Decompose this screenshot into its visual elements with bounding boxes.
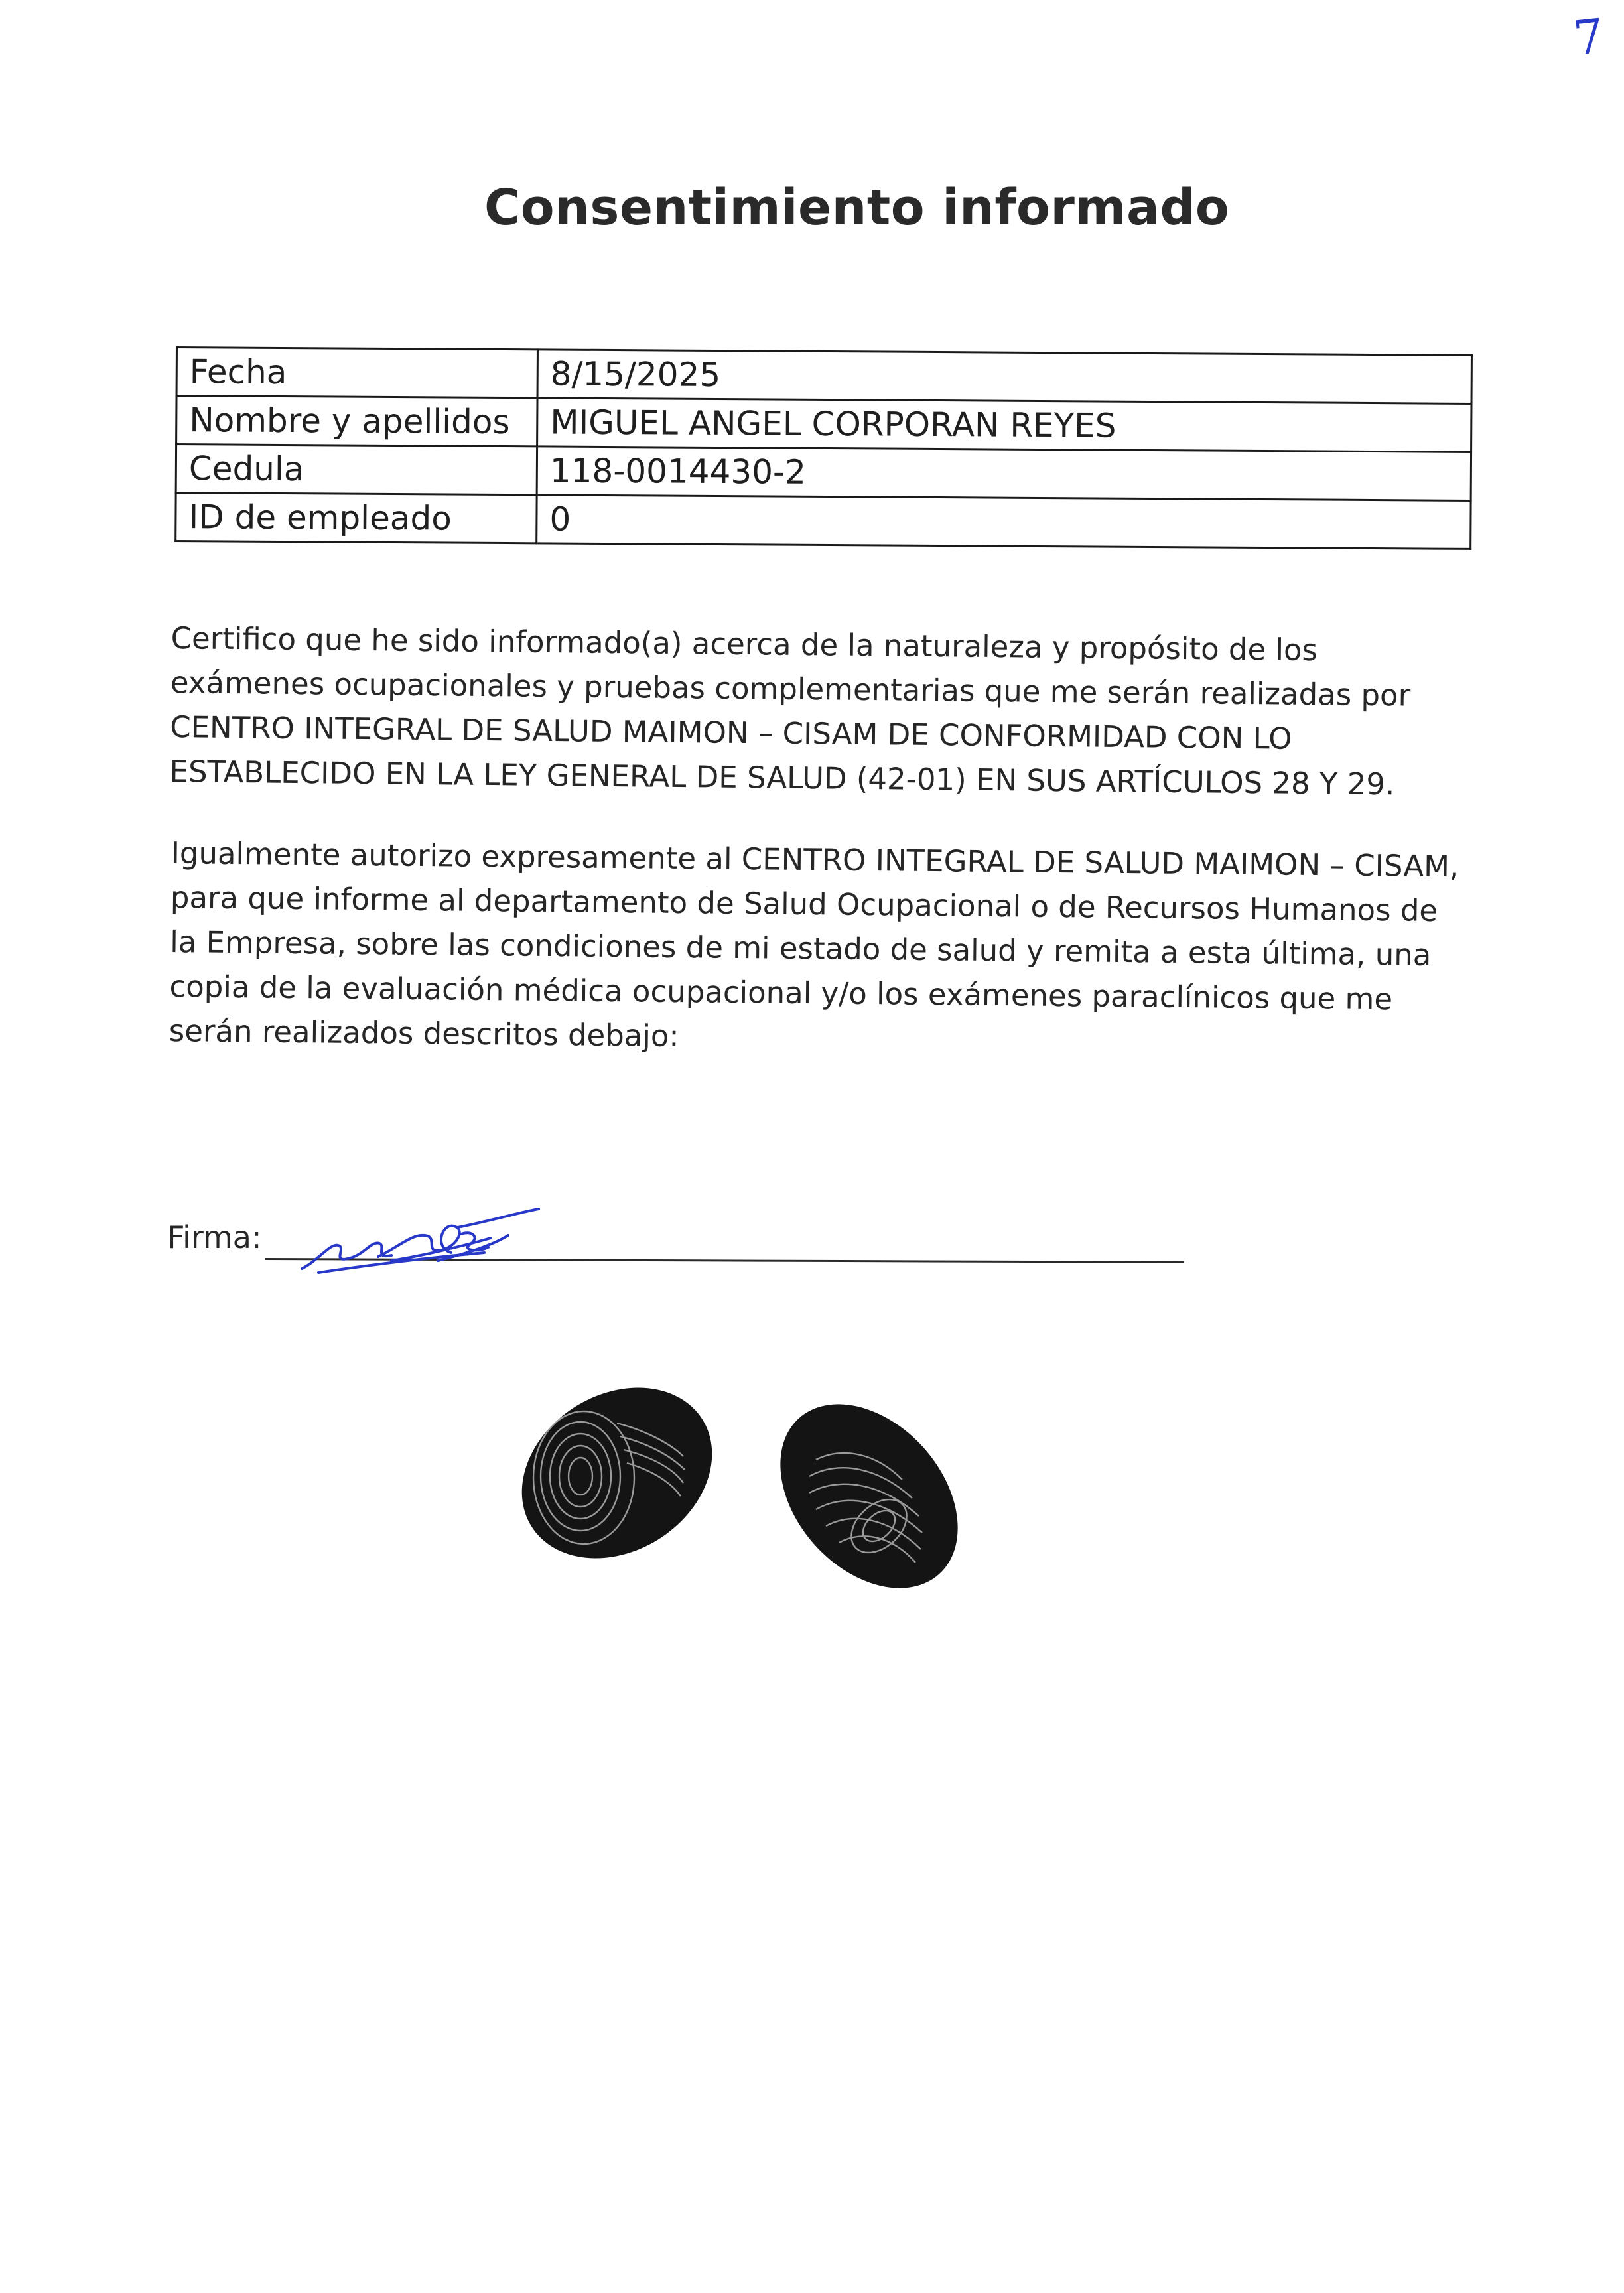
- id-empleado-label: ID de empleado: [176, 493, 537, 543]
- table-row: [176, 445, 1471, 501]
- info-table: [174, 346, 1473, 550]
- table-row: [176, 348, 1471, 404]
- authorization-paragraph: Igualmente autorizo expresamente al CENTRO INTEGRAL DE SALUD MAIMON – CISAM, para que informe al departamento de Salud Ocupacional o de Recursos Humanos de la Empresa, sobre las condiciones de mi estado de salud y remita a esta última, una copia de la evaluación médica ocupacional y/o los exámenes paraclínicos que me serán realizados descritos debajo:: [169, 835, 1459, 1054]
- cedula-value: 118-0014430-2: [537, 447, 1471, 501]
- signature-label: Firma:: [167, 1219, 262, 1255]
- cedula-label: Cedula: [176, 445, 537, 495]
- fecha-value: 8/15/2025: [537, 350, 1471, 404]
- handwritten-signature: [292, 1194, 544, 1281]
- nombre-value: MIGUEL ANGEL CORPORAN REYES: [537, 398, 1471, 452]
- fingerprint-left: [517, 1377, 716, 1569]
- fingerprint-right: [770, 1393, 969, 1599]
- page-number: 7: [1570, 7, 1607, 67]
- fecha-label: Fecha: [176, 348, 537, 398]
- certification-paragraph: Certifico que he sido informado(a) acerca de la naturaleza y propósito de los exámenes ocupacionales y pruebas complementarias que me serán realizadas por CENTRO INTEGRAL DE SALUD MAIMON – CISAM DE CONFORMIDAD CON LO ESTABLECIDO EN LA LEY GENERAL DE SALUD (42-01) EN SUS ARTÍCULOS 28 Y 29.: [169, 620, 1411, 802]
- table-row: [176, 396, 1471, 452]
- nombre-label: Nombre y apellidos: [176, 396, 537, 447]
- document-title: Consentimiento informado: [484, 179, 1230, 236]
- table-row: [176, 493, 1471, 549]
- id-empleado-value: 0: [537, 495, 1471, 549]
